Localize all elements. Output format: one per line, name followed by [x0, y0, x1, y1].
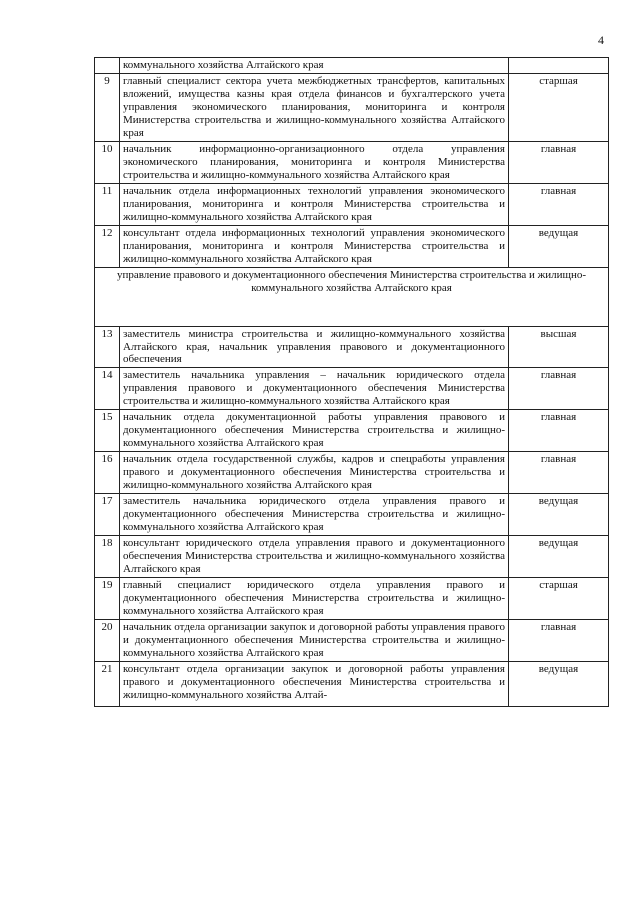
position-title: начальник отдела информационных технологий управления экономического планирования, мониторинга и контроля Министерства строительства и жилищно-коммунального хозяйства Алтайского края — [120, 183, 509, 225]
position-group: старшая — [509, 577, 609, 619]
row-number: 14 — [95, 368, 120, 410]
table-row — [95, 141, 609, 183]
row-number: 18 — [95, 536, 120, 578]
table-row — [95, 619, 609, 661]
section-title: управление правового и документационного обеспечения Министерства строительства и жилищно-коммунального хозяйства Алтайского края — [95, 267, 609, 326]
row-number: 16 — [95, 452, 120, 494]
position-title: главный специалист юридического отдела управления правого и документационного обеспечения Министерства строительства и жилищно-коммунального хозяйства Алтайского края — [120, 577, 509, 619]
position-title: заместитель начальника юридического отдела управления правого и документационного обеспечения Министерства строительства и жилищно-коммунального хозяйства Алтайского края — [120, 494, 509, 536]
position-group: ведущая — [509, 225, 609, 267]
row-number: 12 — [95, 225, 120, 267]
position-group: главная — [509, 368, 609, 410]
position-group: главная — [509, 183, 609, 225]
row-number: 10 — [95, 141, 120, 183]
position-group: главная — [509, 410, 609, 452]
position-title — [120, 661, 509, 706]
position-title: заместитель начальника управления – начальник юридического отдела управления правового и документационного обеспечения Министерства строительства и жилищно-коммунального хозяйства Алтайского края — [120, 368, 509, 410]
position-title: консультант юридического отдела управления правого и документационного обеспечения Министерства строительства и жилищно-коммунального хозяйства Алтайского края — [120, 536, 509, 578]
table-row — [95, 536, 609, 578]
row-number: 17 — [95, 494, 120, 536]
table-row — [95, 577, 609, 619]
table-row — [95, 326, 609, 368]
position-group: главная — [509, 452, 609, 494]
row-number: 11 — [95, 183, 120, 225]
row-number — [95, 58, 120, 74]
table-row — [95, 58, 609, 74]
row-number: 20 — [95, 619, 120, 661]
row-number: 9 — [95, 73, 120, 141]
positions-table — [94, 57, 609, 707]
position-title: начальник отдела государственной службы, кадров и спецработы управления правого и документационного обеспечения Министерства строительства и жилищно-коммунального хозяйства Алтайского края — [120, 452, 509, 494]
position-group: высшая — [509, 326, 609, 368]
position-title: начальник отдела документационной работы управления правового и документационного обеспечения Министерства строительства и жилищно-коммунального хозяйства Алтайского края — [120, 410, 509, 452]
table-row — [95, 225, 609, 267]
row-number: 21 — [95, 661, 120, 706]
table-row — [95, 494, 609, 536]
position-title: заместитель министра строительства и жилищно-коммунального хозяйства Алтайского края, начальник управления правового и документационного обеспечения — [120, 326, 509, 368]
position-group: ведущая — [509, 661, 609, 706]
position-title: главный специалист сектора учета межбюджетных трансфертов, капитальных вложений, имущества казны края отдела финансов и бухгалтерского учета управления экономического планирования, мониторинга и контроля Министерства строительства и жилищно-коммунального хозяйства Алтайского края — [120, 73, 509, 141]
row-number: 19 — [95, 577, 120, 619]
position-group: главная — [509, 619, 609, 661]
position-title: начальник информационно-организационного отдела управления экономического планирования, мониторинга и контроля Министерства строительства и жилищно-коммунального хозяйства Алтайского края — [120, 141, 509, 183]
position-title: начальник отдела организации закупок и договорной работы управления правого и документационного обеспечения Министерства строительства и жилищно-коммунального хозяйства Алтайского края — [120, 619, 509, 661]
position-group: ведущая — [509, 494, 609, 536]
section-row — [95, 267, 609, 326]
position-group: главная — [509, 141, 609, 183]
table-row — [95, 661, 609, 706]
position-group — [509, 58, 609, 74]
table-row — [95, 73, 609, 141]
page-number: 4 — [598, 33, 604, 47]
row-number: 15 — [95, 410, 120, 452]
row-number: 13 — [95, 326, 120, 368]
position-title: коммунального хозяйства Алтайского края — [120, 58, 509, 74]
position-group: ведущая — [509, 536, 609, 578]
position-title-text: консультант отдела организации закупок и договорной работы управления правого и документационного обеспечения Министерства строительства и жилищно-коммунального хозяйства Алтай- — [123, 662, 505, 701]
table-row — [95, 410, 609, 452]
position-group: старшая — [509, 73, 609, 141]
table-row — [95, 183, 609, 225]
table-row — [95, 452, 609, 494]
position-title: консультант отдела информационных технологий управления экономического планирования, мониторинга и контроля Министерства строительства и жилищно-коммунального хозяйства Алтайского края — [120, 225, 509, 267]
table-row — [95, 368, 609, 410]
